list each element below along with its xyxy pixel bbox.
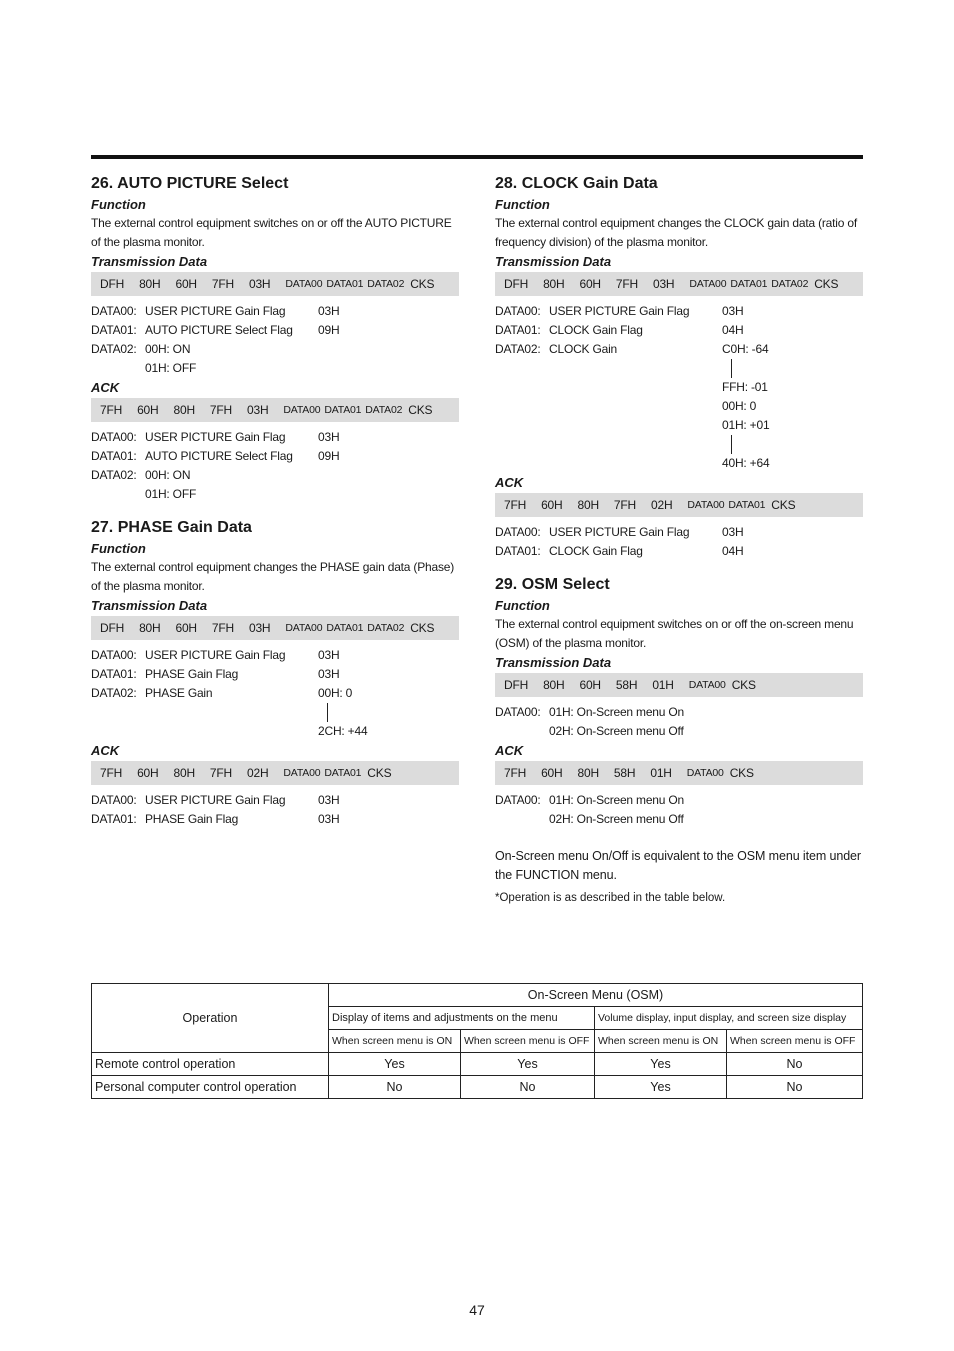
- data-desc: 01H: OFF: [145, 361, 197, 375]
- data-row: [91, 722, 459, 741]
- byte-cell: DATA02: [367, 278, 405, 290]
- data-key: [91, 722, 145, 741]
- data-key: DATA00:: [495, 793, 541, 807]
- data-value: 04H: [722, 323, 744, 337]
- byte-cell: 80H: [139, 277, 161, 291]
- data-desc: AUTO PICTURE Select Flag: [145, 449, 293, 463]
- transmission-rows: [495, 302, 863, 473]
- ack-label: ACK: [495, 475, 524, 490]
- data-row: [495, 722, 863, 741]
- byte-cell: CKS: [410, 621, 435, 635]
- data-desc: AUTO PICTURE Select Flag: [145, 323, 293, 337]
- byte-cell: 60H: [579, 678, 601, 692]
- ack-bar: [91, 761, 459, 785]
- ack-label: ACK: [495, 743, 524, 758]
- byte-cell: 7FH: [100, 403, 123, 417]
- byte-cell: 60H: [541, 498, 563, 512]
- data-row: [495, 810, 863, 829]
- data-desc: USER PICTURE Gain Flag: [145, 430, 286, 444]
- transmission-rows: [495, 703, 863, 741]
- ack-bar: [91, 398, 459, 422]
- byte-cell: 80H: [577, 766, 599, 780]
- data-desc: [549, 416, 722, 435]
- row-label: Remote control operation: [92, 1053, 329, 1076]
- byte-cell: 60H: [175, 621, 197, 635]
- data-key: DATA01:: [495, 544, 541, 558]
- range-line: [91, 703, 459, 722]
- ack-rows: [495, 523, 863, 561]
- ack-rows: [91, 791, 459, 829]
- byte-cell: DATA00: [687, 499, 725, 511]
- data-key: DATA00:: [91, 304, 137, 318]
- data-value: 2CH: +44: [318, 724, 368, 738]
- byte-cell: 60H: [137, 403, 159, 417]
- data-row: [91, 321, 459, 340]
- range-line: [495, 435, 863, 454]
- data-value: 03H: [722, 525, 744, 539]
- data-desc: USER PICTURE Gain Flag: [549, 525, 690, 539]
- data-desc: 02H: On-Screen menu Off: [549, 724, 684, 738]
- section-title: 28. CLOCK Gain Data: [495, 175, 658, 192]
- byte-cell: 7FH: [211, 277, 234, 291]
- data-key: DATA01:: [91, 323, 137, 337]
- byte-cell: 03H: [652, 277, 675, 291]
- byte-cell: 02H: [247, 766, 269, 780]
- transmission-bar: [495, 272, 863, 296]
- byte-cell: DATA00: [285, 622, 323, 634]
- byte-cell: DATA01: [324, 767, 362, 779]
- byte-cell: 01H: [652, 678, 674, 692]
- data-desc: 00H: ON: [145, 342, 191, 356]
- data-desc: PHASE Gain: [145, 686, 213, 700]
- byte-cell: DATA01: [728, 499, 766, 511]
- byte-cell: 03H: [247, 403, 269, 417]
- data-desc: [549, 397, 722, 416]
- data-desc: CLOCK Gain Flag: [549, 544, 643, 558]
- function-label: Function: [91, 541, 146, 556]
- data-row: [91, 485, 459, 504]
- function-text: The external control equipment switches on or off the AUTO PICTURE of the plasma monitor.: [91, 216, 452, 249]
- data-value: 03H: [318, 430, 340, 444]
- table-cell: No: [727, 1053, 863, 1076]
- osm-operation-table: [91, 983, 863, 1099]
- transmission-label: Transmission Data: [91, 598, 208, 613]
- data-desc: 01H: On-Screen menu On: [549, 705, 685, 719]
- range-line: [495, 359, 863, 378]
- byte-cell: DATA00: [283, 767, 321, 779]
- data-key: DATA00:: [91, 430, 137, 444]
- data-row: [91, 466, 459, 485]
- data-value: 40H: +64: [722, 456, 770, 470]
- data-desc: [549, 378, 722, 397]
- byte-cell: DFH: [100, 277, 125, 291]
- byte-cell: 7FH: [615, 277, 638, 291]
- col-header-on-1: When screen menu is ON: [329, 1030, 461, 1053]
- byte-cell: CKS: [729, 766, 754, 780]
- transmission-label: Transmission Data: [91, 254, 208, 269]
- ack-bar: [495, 761, 863, 785]
- data-desc: 01H: OFF: [145, 487, 197, 501]
- byte-cell: 60H: [175, 277, 197, 291]
- byte-cell: DATA01: [324, 404, 362, 416]
- byte-cell: DATA01: [730, 278, 768, 290]
- data-value: 03H: [318, 812, 340, 826]
- function-text: The external control equipment changes the CLOCK gain data (ratio of frequency division) of the plasma monitor.: [495, 216, 857, 249]
- transmission-bar: [91, 616, 459, 640]
- byte-cell: 80H: [173, 766, 195, 780]
- function-text: The external control equipment switches on or off the on-screen menu (OSM) of the plasma monitor.: [495, 617, 854, 650]
- top-rule: [91, 155, 863, 159]
- data-desc: 00H: ON: [145, 468, 191, 482]
- page-number: 47: [469, 1302, 485, 1318]
- data-key: [495, 378, 549, 397]
- table-cell: No: [461, 1076, 595, 1099]
- byte-cell: DATA02: [365, 404, 403, 416]
- data-value: 09H: [318, 449, 340, 463]
- data-key: [495, 810, 549, 829]
- data-key: DATA00:: [495, 525, 541, 539]
- function-label: Function: [91, 197, 146, 212]
- data-row: [495, 523, 863, 542]
- data-row: [495, 378, 863, 397]
- data-key: DATA01:: [91, 812, 137, 826]
- byte-cell: 60H: [137, 766, 159, 780]
- range-line-bar: [327, 703, 328, 722]
- data-row: [495, 302, 863, 321]
- data-desc: [145, 722, 318, 741]
- data-desc: CLOCK Gain: [549, 342, 618, 356]
- data-key: DATA02:: [91, 342, 137, 356]
- byte-cell: 80H: [577, 498, 599, 512]
- ack-rows: [495, 791, 863, 829]
- data-key: DATA02:: [91, 468, 137, 482]
- row-label: Personal computer control operation: [92, 1076, 329, 1099]
- section-title: 29. OSM Select: [495, 576, 610, 593]
- byte-cell: 7FH: [100, 766, 123, 780]
- byte-cell: 58H: [613, 766, 636, 780]
- range-line-bar: [731, 359, 732, 378]
- data-key: [495, 416, 549, 435]
- data-key: DATA02:: [495, 342, 541, 356]
- data-row: [91, 791, 459, 810]
- byte-cell: CKS: [731, 678, 756, 692]
- data-row: [91, 359, 459, 378]
- data-key: [91, 359, 145, 378]
- data-value: 09H: [318, 323, 340, 337]
- transmission-bar: [91, 272, 459, 296]
- data-value: 03H: [318, 304, 340, 318]
- byte-cell: 58H: [615, 678, 638, 692]
- data-value: 00H: 0: [318, 686, 353, 700]
- ack-rows: [91, 428, 459, 504]
- ack-label: ACK: [91, 743, 120, 758]
- byte-cell: DATA00: [283, 404, 321, 416]
- section-clock-gain-data: [495, 174, 863, 561]
- osm-note: On-Screen menu On/Off is equivalent to the OSM menu item under the FUNCTION menu.: [495, 849, 861, 882]
- osm-header: On-Screen Menu (OSM): [329, 984, 863, 1007]
- data-key: [495, 397, 549, 416]
- function-label: Function: [495, 197, 550, 212]
- section-title: 27. PHASE Gain Data: [91, 519, 252, 536]
- table-row: [92, 1076, 863, 1099]
- data-key: [91, 485, 145, 504]
- data-value: 03H: [318, 793, 340, 807]
- group-header-menu-items: Display of items and adjustments on the menu: [329, 1007, 595, 1030]
- byte-cell: 80H: [173, 403, 195, 417]
- data-value: 00H: 0: [722, 399, 757, 413]
- transmission-rows: [91, 302, 459, 378]
- table-cell: No: [727, 1076, 863, 1099]
- data-row: [495, 340, 863, 359]
- byte-cell: 7FH: [613, 498, 636, 512]
- section-osm-select: [495, 575, 863, 908]
- section-title: 26. AUTO PICTURE Select: [91, 175, 289, 192]
- byte-cell: CKS: [367, 766, 392, 780]
- byte-cell: DFH: [100, 621, 125, 635]
- group-header-volume-display: Volume display, input display, and screen size display: [595, 1007, 863, 1030]
- col-header-off-1: When screen menu is OFF: [461, 1030, 595, 1053]
- data-desc: CLOCK Gain Flag: [549, 323, 643, 337]
- byte-cell: CKS: [771, 498, 796, 512]
- byte-cell: DFH: [504, 678, 529, 692]
- transmission-label: Transmission Data: [495, 655, 612, 670]
- table-cell: Yes: [595, 1053, 727, 1076]
- data-desc: USER PICTURE Gain Flag: [549, 304, 690, 318]
- byte-cell: 03H: [248, 621, 271, 635]
- data-row: [495, 454, 863, 473]
- byte-cell: DATA01: [326, 622, 364, 634]
- byte-cell: DFH: [504, 277, 529, 291]
- table-cell: No: [329, 1076, 461, 1099]
- data-desc: [549, 454, 722, 473]
- data-row: [91, 810, 459, 829]
- data-key: [495, 454, 549, 473]
- byte-cell: DATA00: [686, 767, 724, 779]
- data-desc: 02H: On-Screen menu Off: [549, 812, 684, 826]
- col-header-on-2: When screen menu is ON: [595, 1030, 727, 1053]
- data-row: [91, 684, 459, 703]
- byte-cell: 7FH: [504, 498, 527, 512]
- data-desc: USER PICTURE Gain Flag: [145, 304, 286, 318]
- data-row: [91, 340, 459, 359]
- data-key: DATA01:: [495, 323, 541, 337]
- byte-cell: CKS: [410, 277, 435, 291]
- section-phase-gain-data: [91, 518, 459, 829]
- data-desc: PHASE Gain Flag: [145, 812, 239, 826]
- transmission-label: Transmission Data: [495, 254, 612, 269]
- data-row: [495, 542, 863, 561]
- data-row: [495, 321, 863, 340]
- data-row: [91, 428, 459, 447]
- data-desc: USER PICTURE Gain Flag: [145, 648, 286, 662]
- data-value: C0H: -64: [722, 342, 769, 356]
- ack-label: ACK: [91, 380, 120, 395]
- col-header-off-2: When screen menu is OFF: [727, 1030, 863, 1053]
- data-value: FFH: -01: [722, 380, 768, 394]
- data-row: [91, 447, 459, 466]
- data-key: DATA02:: [91, 686, 137, 700]
- byte-cell: CKS: [814, 277, 839, 291]
- data-key: DATA00:: [91, 648, 137, 662]
- byte-cell: 7FH: [504, 766, 527, 780]
- data-value: 03H: [318, 648, 340, 662]
- data-desc: USER PICTURE Gain Flag: [145, 793, 286, 807]
- transmission-bar: [495, 673, 863, 697]
- function-label: Function: [495, 598, 550, 613]
- byte-cell: DATA02: [771, 278, 809, 290]
- byte-cell: 02H: [651, 498, 673, 512]
- function-text: The external control equipment changes the PHASE gain data (Phase) of the plasma monitor.: [91, 560, 455, 593]
- data-desc: 01H: On-Screen menu On: [549, 793, 685, 807]
- data-row: [495, 397, 863, 416]
- byte-cell: 60H: [579, 277, 601, 291]
- range-line-bar: [731, 435, 732, 454]
- data-value: 03H: [722, 304, 744, 318]
- right-column: [495, 174, 863, 922]
- data-row: [91, 646, 459, 665]
- data-desc: PHASE Gain Flag: [145, 667, 239, 681]
- data-row: [91, 665, 459, 684]
- byte-cell: 7FH: [211, 621, 234, 635]
- data-row: [91, 302, 459, 321]
- byte-cell: DATA01: [326, 278, 364, 290]
- data-key: DATA00:: [91, 793, 137, 807]
- byte-cell: 01H: [650, 766, 672, 780]
- byte-cell: 7FH: [209, 766, 232, 780]
- byte-cell: 7FH: [209, 403, 232, 417]
- data-value: 04H: [722, 544, 744, 558]
- data-row: [495, 703, 863, 722]
- byte-cell: DATA00: [688, 679, 726, 691]
- byte-cell: 80H: [543, 678, 565, 692]
- table-row: [92, 1053, 863, 1076]
- ack-bar: [495, 493, 863, 517]
- table-cell: Yes: [461, 1053, 595, 1076]
- byte-cell: DATA00: [285, 278, 323, 290]
- data-key: DATA01:: [91, 449, 137, 463]
- data-row: [495, 791, 863, 810]
- byte-cell: CKS: [408, 403, 433, 417]
- data-value: 03H: [318, 667, 340, 681]
- byte-cell: 60H: [541, 766, 563, 780]
- left-column: [91, 174, 459, 843]
- transmission-rows: [91, 646, 459, 741]
- table-cell: Yes: [329, 1053, 461, 1076]
- byte-cell: DATA00: [689, 278, 727, 290]
- table-cell: Yes: [595, 1076, 727, 1099]
- section-auto-picture-select: [91, 174, 459, 504]
- data-key: [495, 722, 549, 741]
- byte-cell: DATA02: [367, 622, 405, 634]
- osm-footnote: *Operation is as described in the table below.: [495, 892, 726, 904]
- data-value: 01H: +01: [722, 418, 770, 432]
- data-row: [495, 416, 863, 435]
- data-key: DATA00:: [495, 705, 541, 719]
- byte-cell: 80H: [543, 277, 565, 291]
- byte-cell: 03H: [248, 277, 271, 291]
- byte-cell: 80H: [139, 621, 161, 635]
- data-key: DATA00:: [495, 304, 541, 318]
- data-key: DATA01:: [91, 667, 137, 681]
- operation-header: Operation: [92, 984, 329, 1053]
